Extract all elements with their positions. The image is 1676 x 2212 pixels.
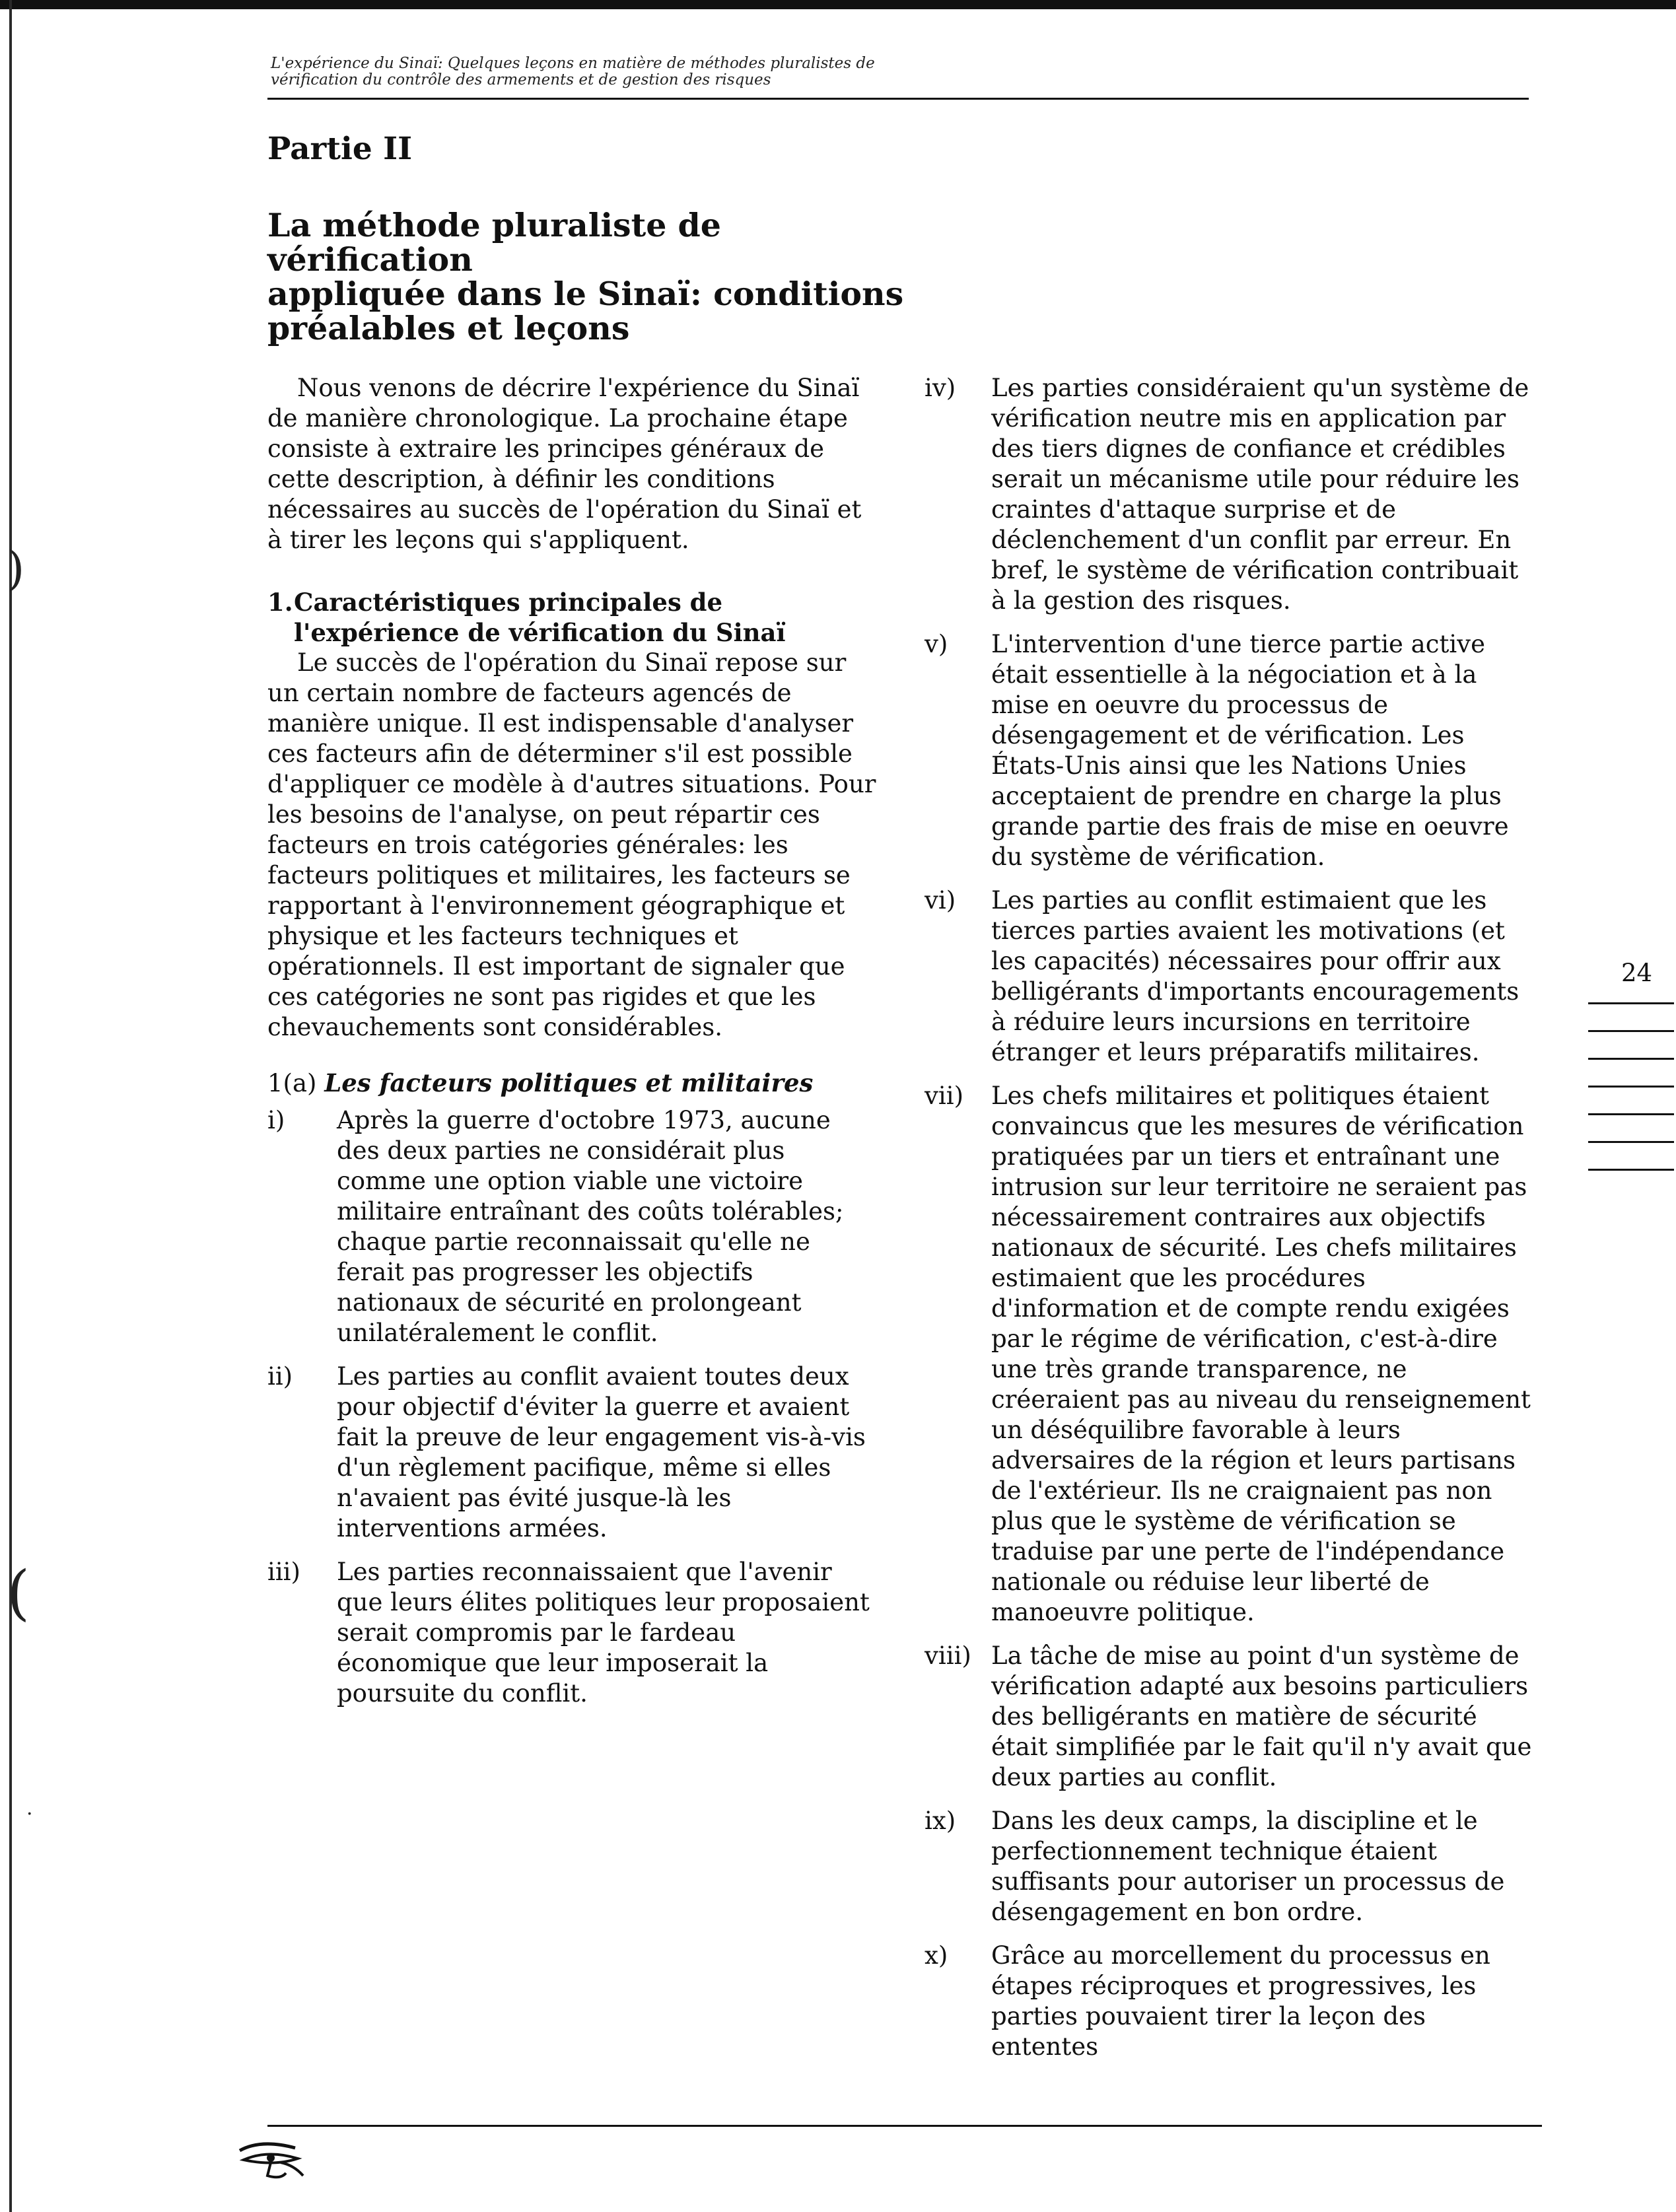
margin-rule <box>1588 1141 1674 1143</box>
list-item <box>925 373 1532 616</box>
title-line: La méthode pluraliste de vérification <box>267 206 721 279</box>
list-marker: iv) <box>925 374 956 402</box>
list-item <box>267 1105 878 1348</box>
list-item <box>925 1081 1532 1628</box>
section-heading <box>267 587 878 648</box>
margin-rule <box>1588 1002 1674 1004</box>
binding-mark: ( <box>7 1558 30 1628</box>
list-item-text: Dans les deux camps, la discipline et le perfectionnement technique étaient suffisants pour autoriser un processus de désengagement en bon ordre. <box>991 1807 1505 1926</box>
top-scan-border <box>0 0 1676 9</box>
list-item-text: Les parties au conflit avaient toutes deux pour objectif d'éviter la guerre et avaient fait la preuve de leur engagement vis-à-vis d'un règlement pacifique, même si elles n'avaient pas évité jusque-là les interventions armées. <box>337 1362 866 1542</box>
page-number: 24 <box>1621 959 1653 987</box>
left-column <box>267 373 878 1709</box>
list-marker: iii) <box>267 1558 300 1586</box>
list-item <box>925 1941 1532 2062</box>
section-title: Caractéristiques principales de l'expérience de vérification du Sinaï <box>294 588 786 647</box>
margin-rule <box>1588 1058 1674 1060</box>
list-item-text: Les parties au conflit estimaient que les tierces parties avaient les motivations (et les capacités) nécessaires pour offrir aux belligérants d'importants encouragements à réduire leurs incursions en territoire étranger et leurs préparatifs militaires. <box>991 886 1519 1066</box>
list-item <box>925 629 1532 872</box>
margin-rule <box>1588 1086 1674 1088</box>
subsection-heading <box>267 1068 878 1099</box>
list-item <box>925 1641 1532 1793</box>
title-line: appliquée dans le Sinaï: conditions <box>267 275 904 313</box>
list-item-text: Les chefs militaires et politiques étaient convaincus que les mesures de vérification pratiquées par un tiers et entraînant une intrusion sur leur territoire ne seraient pas nécessairement contraires aux objectifs nationaux de sécurité. Les chefs militaires estimaient que les procédures d'information et de compte rendu exigées par le régime de vérification, c'est-à-dire une très grande transparence, ne créeraient pas au niveau du renseignement un déséquilibre favorable à leurs adversaires de la région et leurs partisans de l'extérieur. Ils ne craignaient pas non plus que le système de vérification se traduise par une perte de l'indépendance nationale ou réduise leur liberté de manoeuvre politique. <box>991 1082 1531 1626</box>
list-item-text: Après la guerre d'octobre 1973, aucune des deux parties ne considérait plus comme une option viable une victoire militaire entraînant des coûts tolérables; chaque partie reconnaissait qu'elle ne ferait pas progresser les objectifs nationaux de sécurité en prolongeant unilatéralement le conflit. <box>337 1106 844 1347</box>
eye-of-horus-icon <box>234 2136 310 2182</box>
running-header-line: L'expérience du Sinaï: Quelques leçons en matière de méthodes pluralistes de <box>271 55 875 72</box>
list-item-text: Les parties considéraient qu'un système de vérification neutre mis en application par des tiers dignes de confiance et crédibles serait un mécanisme utile pour réduire les craintes d'attaque surprise et de déclenchement d'un conflit par erreur. En bref, le système de vérification contribuait à la gestion des risques. <box>991 374 1529 615</box>
list-marker: viii) <box>925 1642 971 1670</box>
binding-mark: ) <box>7 541 25 596</box>
list-item <box>267 1557 878 1709</box>
list-marker: ii) <box>267 1362 293 1391</box>
header-rule <box>267 98 1529 100</box>
right-column <box>925 373 1532 2062</box>
list-item-text: Les parties reconnaissaient que l'avenir que leurs élites politiques leur proposaient serait compromis par le fardeau économique que leur imposerait la poursuite du conflit. <box>337 1558 870 1708</box>
section-paragraph: Le succès de l'opération du Sinaï repose sur un certain nombre de facteurs agencés de manière unique. Il est indispensable d'analyser ces facteurs afin de déterminer s'il est possible d'appliquer ce modèle à d'autres situations. Pour les besoins de l'analyse, on peut répartir ces facteurs en trois catégories générales: les facteurs politiques et militaires, les facteurs se rapportant à l'environnement géographique et physique et les facteurs techniques et opérationnels. Il est important de signaler que ces catégories ne sont pas rigides et que les chevauchements sont considérables. <box>267 648 876 1041</box>
margin-rule <box>1588 1169 1674 1171</box>
page-title <box>267 208 928 345</box>
list-marker: ix) <box>925 1807 956 1835</box>
footer-rule <box>267 2125 1542 2127</box>
margin-rule <box>1588 1113 1674 1115</box>
list-item <box>925 1806 1532 1927</box>
running-header-line: vérification du contrôle des armements et de gestion des risques <box>271 71 771 88</box>
subsection-title: Les facteurs politiques et militaires <box>324 1068 814 1097</box>
margin-rule <box>1588 1030 1674 1032</box>
list-item-text: L'intervention d'une tierce partie active était essentielle à la négociation et à la mise en oeuvre du processus de désengagement et de vérification. Les États-Unis ainsi que les Nations Unies acceptaient de prendre en charge la plus grande partie des frais de mise en oeuvre du système de vérification. <box>991 630 1509 871</box>
part-label: Partie II <box>267 131 413 167</box>
intro-paragraph: Nous venons de décrire l'expérience du Sinaï de manière chronologique. La prochaine étape consiste à extraire les principes généraux de cette description, à définir les conditions nécessaires au succès de l'opération du Sinaï et à tirer les leçons qui s'appliquent. <box>267 374 862 554</box>
list-marker: x) <box>925 1941 948 1970</box>
list-marker: i) <box>267 1106 285 1134</box>
section-number: 1. <box>267 588 293 617</box>
list-item-text: La tâche de mise au point d'un système de vérification adapté aux besoins particuliers des belligérants en matière de sécurité était simplifiée par le fait qu'il n'y avait que deux parties au conflit. <box>991 1642 1532 1791</box>
list-item <box>267 1362 878 1544</box>
binding-mark: · <box>26 1803 33 1826</box>
running-header <box>271 55 1525 88</box>
list-item-text: Grâce au morcellement du processus en étapes réciproques et progressives, les parties pouvaient tirer la leçon des ententes <box>991 1941 1490 2061</box>
list-item <box>925 885 1532 1068</box>
list-marker: vi) <box>925 886 956 915</box>
list-marker: vii) <box>925 1082 964 1110</box>
title-line: préalables et leçons <box>267 309 630 347</box>
list-marker: v) <box>925 630 948 658</box>
left-scan-border <box>9 0 12 2212</box>
subsection-number: 1(a) <box>267 1069 317 1097</box>
